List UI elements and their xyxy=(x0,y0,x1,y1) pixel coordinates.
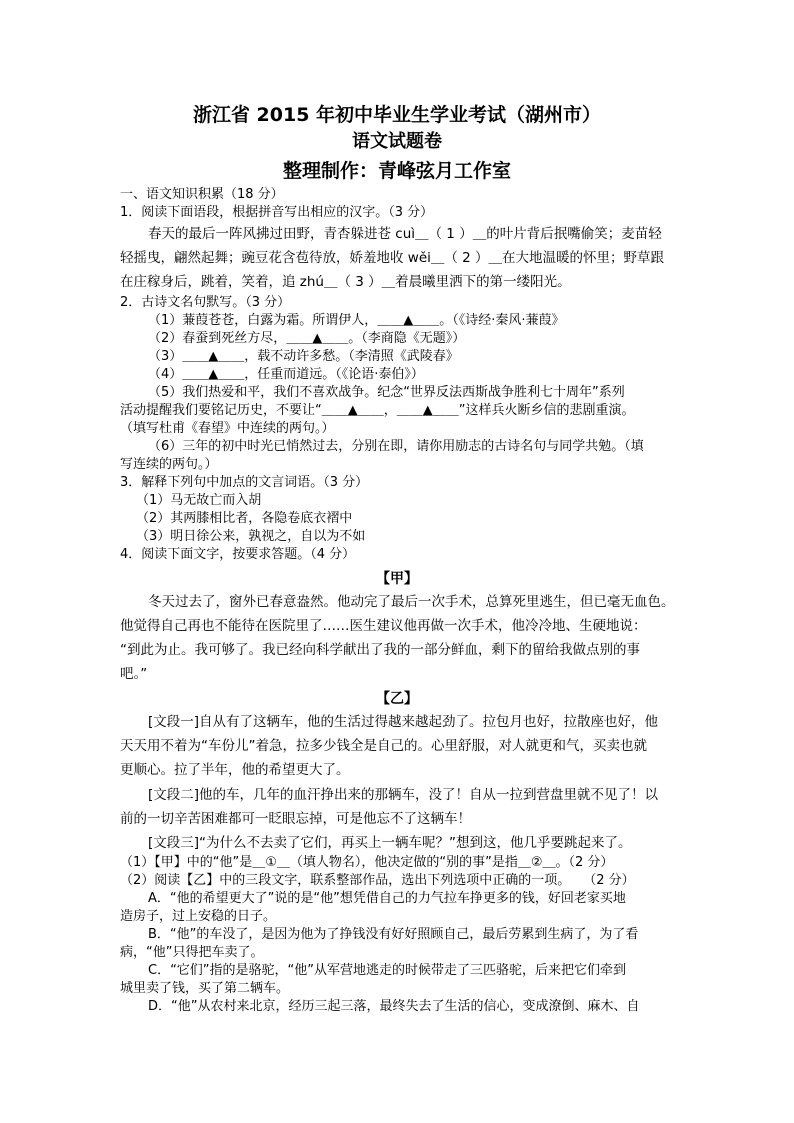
yi-line: [文段二]他的车，几年的血汗挣出来的那辆车，没了！自从一拉到营盘里就不见了！以 xyxy=(148,787,659,803)
section-heading: 一、语文知识积累（18 分） xyxy=(120,187,284,202)
q2-item: 写连续的两句。） xyxy=(120,457,218,472)
q4-sub2: （2）阅读【乙】中的三段文字，联系整部作品，选出下列选项中正确的一项。 （2 分） xyxy=(120,873,635,888)
q1-passage-line: 轻摇曳，翩然起舞；豌豆花含苞待放，娇羞地收 wěi＿（ 2 ）＿在大地温暖的怀里；野草跟 xyxy=(120,250,665,266)
q1-passage-line: 在庄稼身后，跳着，笑着，追 zhú＿（ 3 ）＿着晨曦里洒下的第一缕阳光。 xyxy=(120,274,571,290)
yi-line: [文段三]“为什么不去卖了它们，再买上一辆车呢？”想到这，他几乎要跳起来了。 xyxy=(148,835,632,851)
producer-line: 整理制作：青峰弦月工作室 xyxy=(282,160,511,182)
option-d-line: D．“他”从农村来北京，经历三起三落，最终失去了生活的信心，变成潦倒、麻木、自 xyxy=(148,999,640,1014)
q2-item: （5）我们热爱和平，我们不喜欢战争。纪念“世界反法西斯战争胜利七十周年”系列 xyxy=(148,385,625,400)
yi-line: [文段一]自从有了这辆车，他的生活过得越来越起劲了。拉包月也好，拉散座也好，他 xyxy=(148,714,659,730)
jia-line: 他觉得自己再也不能待在医院里了……医生建议他再做一次手术，他冷冷地、生硬地说： xyxy=(120,618,647,634)
option-c-line: C．“它们”指的是骆驼，“他”从军营地逃走的时候带走了三匹骆驼，后来把它们牵到 xyxy=(148,963,627,978)
q3-item: （2）其两膝相比者，各隐卷底衣褶中 xyxy=(136,511,353,526)
exam-title: 浙江省 2015 年初中毕业生学业考试（湖州市） xyxy=(192,104,602,126)
option-c-line: 城里卖了钱，买了第二辆车。 xyxy=(120,981,290,996)
q3-stem: 3．解释下列句中加点的文言词语。（3 分） xyxy=(120,475,369,490)
q2-item: （2）春蚕到死丝方尽，＿＿▲＿＿。（李商隐《无题》） xyxy=(148,331,466,346)
q2-item: （6）三年的初中时光已悄然过去，分别在即，请你用励志的古诗名句与同学共勉。（填 xyxy=(148,439,644,454)
q3-item: （3）明日徐公来，孰视之，自以为不如 xyxy=(136,529,366,544)
q2-stem: 2．古诗文名句默写。（3 分） xyxy=(120,295,291,310)
q2-item: （填写杜甫《春望》中连续的两句。） xyxy=(120,421,335,436)
yi-line: 前的一切辛苦困难都可一眨眼忘掉，可是他忘不了这辆车！ xyxy=(120,811,471,827)
q1-passage-line: 春天的最后一阵风拂过田野，青杏躲进苍 cuì＿（ 1 ）＿的叶片背后抿嘴偷笑；麦苗轻 xyxy=(148,226,662,242)
passage-jia-label: 【甲】 xyxy=(376,571,418,587)
q1-stem: 1．阅读下面语段，根据拼音写出相应的汉字。（3 分） xyxy=(120,205,434,220)
passage-yi-label: 【乙】 xyxy=(376,691,418,707)
q2-item: （4）＿＿▲＿＿，任重而道远。（《论语·泰伯》） xyxy=(148,367,424,382)
yi-line: 天天用不着为“车份儿”着急，拉多少钱全是自己的。心里舒服，对人就更和气，买卖也就 xyxy=(120,738,647,754)
option-a-line: A．“他的希望更大了”说的是“他”想凭借自己的力气拉车挣更多的钱，好回老家买地 xyxy=(148,891,626,906)
q2-item: （1）蒹葭苍苍，白露为霜。所谓伊人，＿＿▲＿＿。（《诗经·秦风·蒹葭》 xyxy=(148,313,565,328)
exam-subtitle: 语文试题卷 xyxy=(352,131,442,152)
jia-line: 冬天过去了，窗外已春意盎然。他动完了最后一次手术，总算死里逃生，但已毫无血色。 xyxy=(148,594,675,610)
option-a-line: 造房子，过上安稳的日子。 xyxy=(120,909,277,924)
jia-line: “到此为止。我可够了。我已经向科学献出了我的一部分鲜血，剩下的留给我做点别的事 xyxy=(120,642,640,658)
q2-item: （3）＿＿▲＿＿，载不动许多愁。（李清照《武陵春》 xyxy=(148,349,459,364)
option-b-line: 病，“他”只得把车卖了。 xyxy=(120,945,264,960)
jia-line: 吧。” xyxy=(120,666,148,682)
q2-item: 活动提醒我们要铭记历史，不要让“＿＿▲＿＿，＿＿▲＿＿”这样兵火断乡信的悲剧重演。 xyxy=(120,403,635,418)
q3-item: （1）马无故亡而入胡 xyxy=(136,493,262,508)
q4-stem: 4．阅读下面文字，按要求答题。（4 分） xyxy=(120,547,356,562)
option-b-line: B．“他”的车没了，是因为他为了挣钱没有好好照顾自己，最后劳累到生病了，为了看 xyxy=(148,927,639,942)
yi-line: 更顺心。拉了半年，他的希望更大了。 xyxy=(120,762,350,778)
q4-sub1: （1）【甲】中的“他”是＿①＿（填人物名），他决定做的“别的事”是指＿②＿。（2 分） xyxy=(120,855,614,870)
